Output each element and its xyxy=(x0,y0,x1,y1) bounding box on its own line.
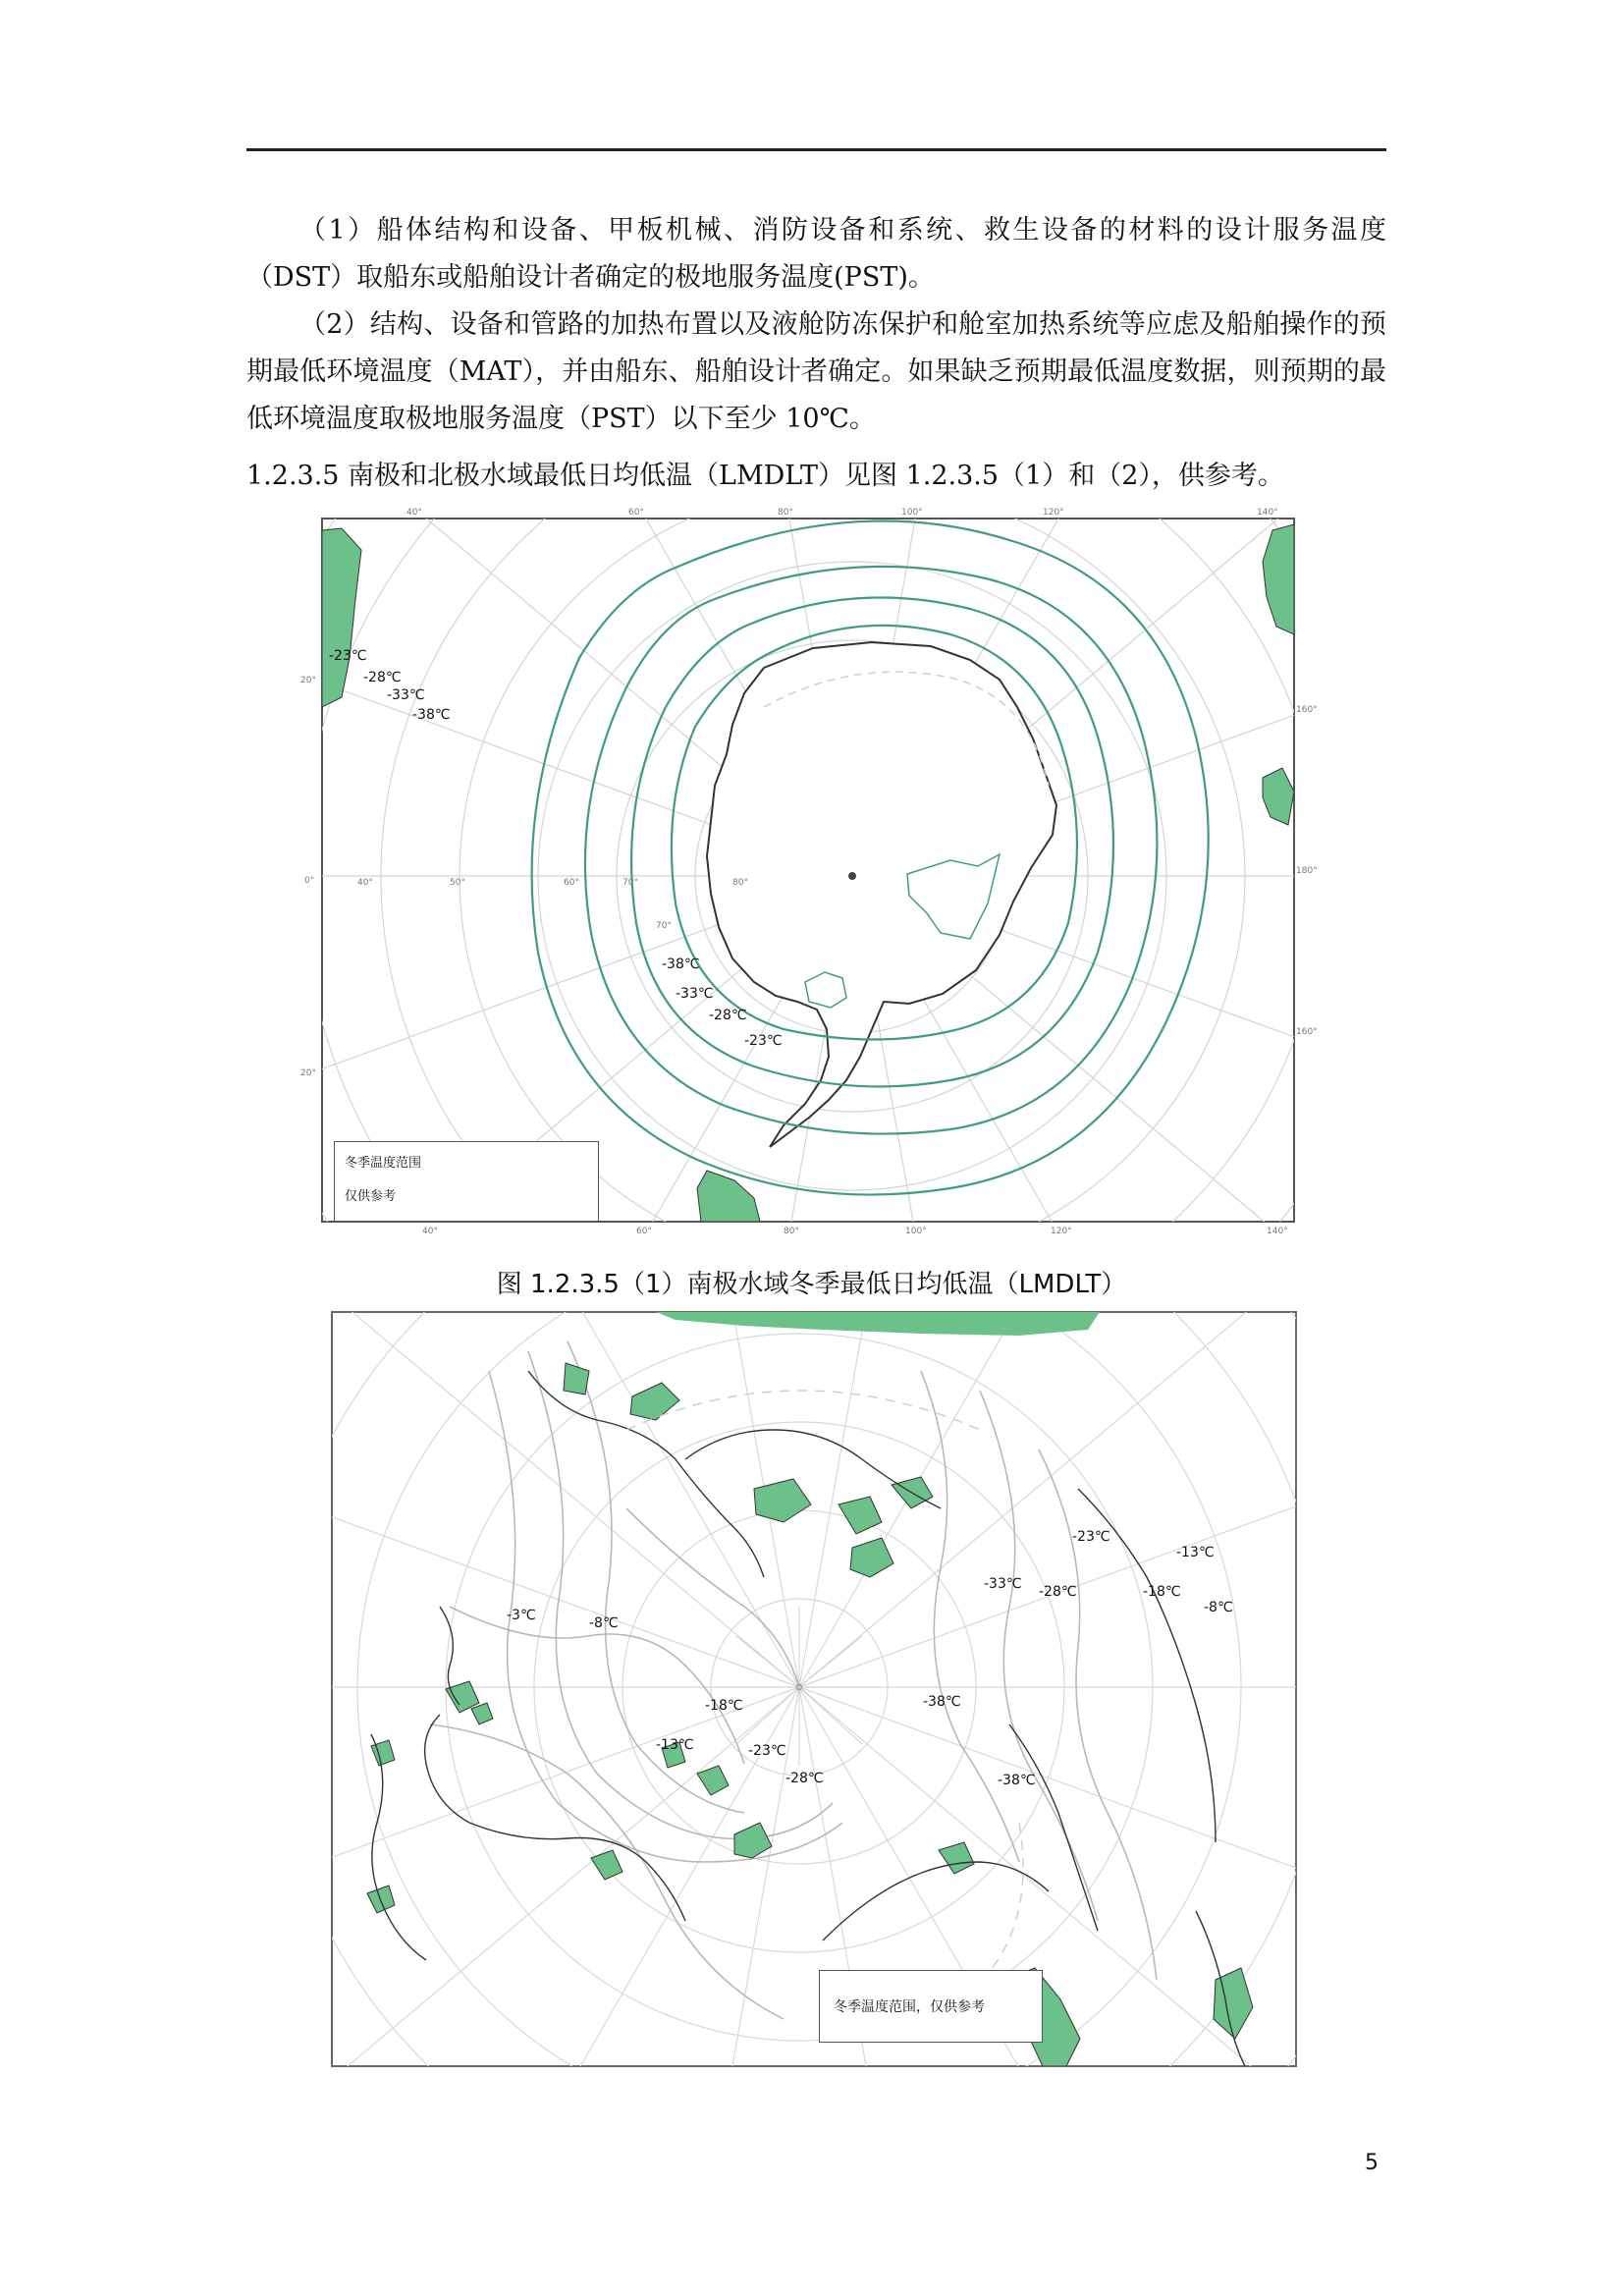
map1-tick-left-20b: 20° xyxy=(300,1068,316,1078)
map1-label-right-28: -28℃ xyxy=(709,1008,747,1023)
map2-label-minus18-e: -18℃ xyxy=(1143,1584,1181,1600)
antarctic-temperature-map xyxy=(300,508,1318,1236)
map2-label-minus18-s: -18℃ xyxy=(705,1698,743,1714)
map2-label-minus33: -33℃ xyxy=(984,1576,1022,1592)
map1-tick-inner-70: 70° xyxy=(622,878,638,888)
map1-label-right-38: -38℃ xyxy=(662,957,700,972)
map2-label-minus28-s: -28℃ xyxy=(785,1771,824,1786)
map1-label-left-38: -38℃ xyxy=(412,707,451,723)
map1-tick-top-100: 100° xyxy=(901,508,923,518)
map1-tick-top-120: 120° xyxy=(1043,508,1064,518)
map1-label-left-33: -33℃ xyxy=(387,687,425,703)
map1-tick-bottom-60: 60° xyxy=(636,1227,652,1236)
arctic-temperature-map xyxy=(332,1312,1296,2066)
map1-tick-right-160b: 160° xyxy=(1296,1027,1318,1037)
map1-tick-left-20a: 20° xyxy=(300,676,316,685)
map1-tick-left-0: 0° xyxy=(304,876,315,886)
map1-tick-top-80: 80° xyxy=(778,508,793,518)
map2-label-minus38-se: -38℃ xyxy=(998,1773,1036,1788)
map2-label-minus8-w: -8℃ xyxy=(589,1615,619,1631)
map2-label-minus8-e: -8℃ xyxy=(1204,1600,1233,1615)
map1-tick-top-40: 40° xyxy=(406,508,422,518)
map1-tick-bottom-100: 100° xyxy=(905,1227,927,1236)
map2-label-minus28-e: -28℃ xyxy=(1039,1584,1077,1600)
map1-tick-bottom-120: 120° xyxy=(1051,1227,1072,1236)
map1-tick-inner-80: 80° xyxy=(732,878,748,888)
page-number: 5 xyxy=(1365,2151,1379,2175)
map1-legend-line1: 冬季温度范围 xyxy=(345,1156,422,1171)
map1-label-right-33: -33℃ xyxy=(676,986,714,1002)
map2-legend xyxy=(819,1970,1043,2043)
paragraph-mat: （2）结构、设备和管路的加热布置以及液舱防冻保护和舱室加热系统等应虑及船舶操作的预期最低环境温度（MAT），并由船东、船舶设计者确定。如果缺乏预期最低温度数据，则预期的最低环境温度取极地服务温度（PST）以下至少 10℃。 xyxy=(246,309,1386,434)
map1-tick-right-180: 180° xyxy=(1296,866,1318,876)
map2-label-minus23-ne: -23℃ xyxy=(1072,1529,1110,1545)
map1-tick-top-60: 60° xyxy=(628,508,644,518)
map2-legend-text: 冬季温度范围，仅供参考 xyxy=(834,1999,985,2015)
map1-tick-top-140: 140° xyxy=(1257,508,1278,518)
map1-label-left-28: -28℃ xyxy=(363,670,402,685)
map2-label-minus38-e: -38℃ xyxy=(923,1694,961,1710)
map1-tick-bottom-40: 40° xyxy=(422,1227,438,1236)
map1-tick-inner-60: 60° xyxy=(564,878,579,888)
header-rule xyxy=(246,148,1386,151)
figure1-caption: 图 1.2.3.5（1）南极水域冬季最低日均低温（LMDLT） xyxy=(496,1270,1127,1299)
map1-tick-bottom-140: 140° xyxy=(1267,1227,1288,1236)
map2-label-minus23-s: -23℃ xyxy=(748,1743,786,1759)
map2-label-minus13-s: -13℃ xyxy=(656,1737,694,1753)
map1-tick-inner-40: 40° xyxy=(357,878,373,888)
paragraph-dst: （1）船体结构和设备、甲板机械、消防设备和系统、救生设备的材料的设计服务温度（DST）取船东或船舶设计者确定的极地服务温度(PST)。 xyxy=(246,215,1386,293)
section-heading-1-2-3-5: 1.2.3.5 南极和北极水域最低日均低温（LMDLT）见图 1.2.3.5（1）和（2），供参考。 xyxy=(246,461,1284,491)
map1-label-right-23: -23℃ xyxy=(744,1033,783,1049)
map1-tick-right-160a: 160° xyxy=(1296,705,1318,715)
map2-label-minus13-ne: -13℃ xyxy=(1176,1545,1215,1560)
map1-pole-marker xyxy=(848,872,856,880)
map2-label-minus3: -3℃ xyxy=(507,1608,536,1623)
map1-tick-bottom-80: 80° xyxy=(784,1227,799,1236)
map1-label-left-23: -23℃ xyxy=(329,648,367,664)
map1-tick-inner-50: 50° xyxy=(450,878,465,888)
map1-tick-inner-70b: 70° xyxy=(656,921,672,931)
map1-legend-line2: 仅供参考 xyxy=(345,1189,397,1204)
map1-legend xyxy=(334,1141,599,1222)
